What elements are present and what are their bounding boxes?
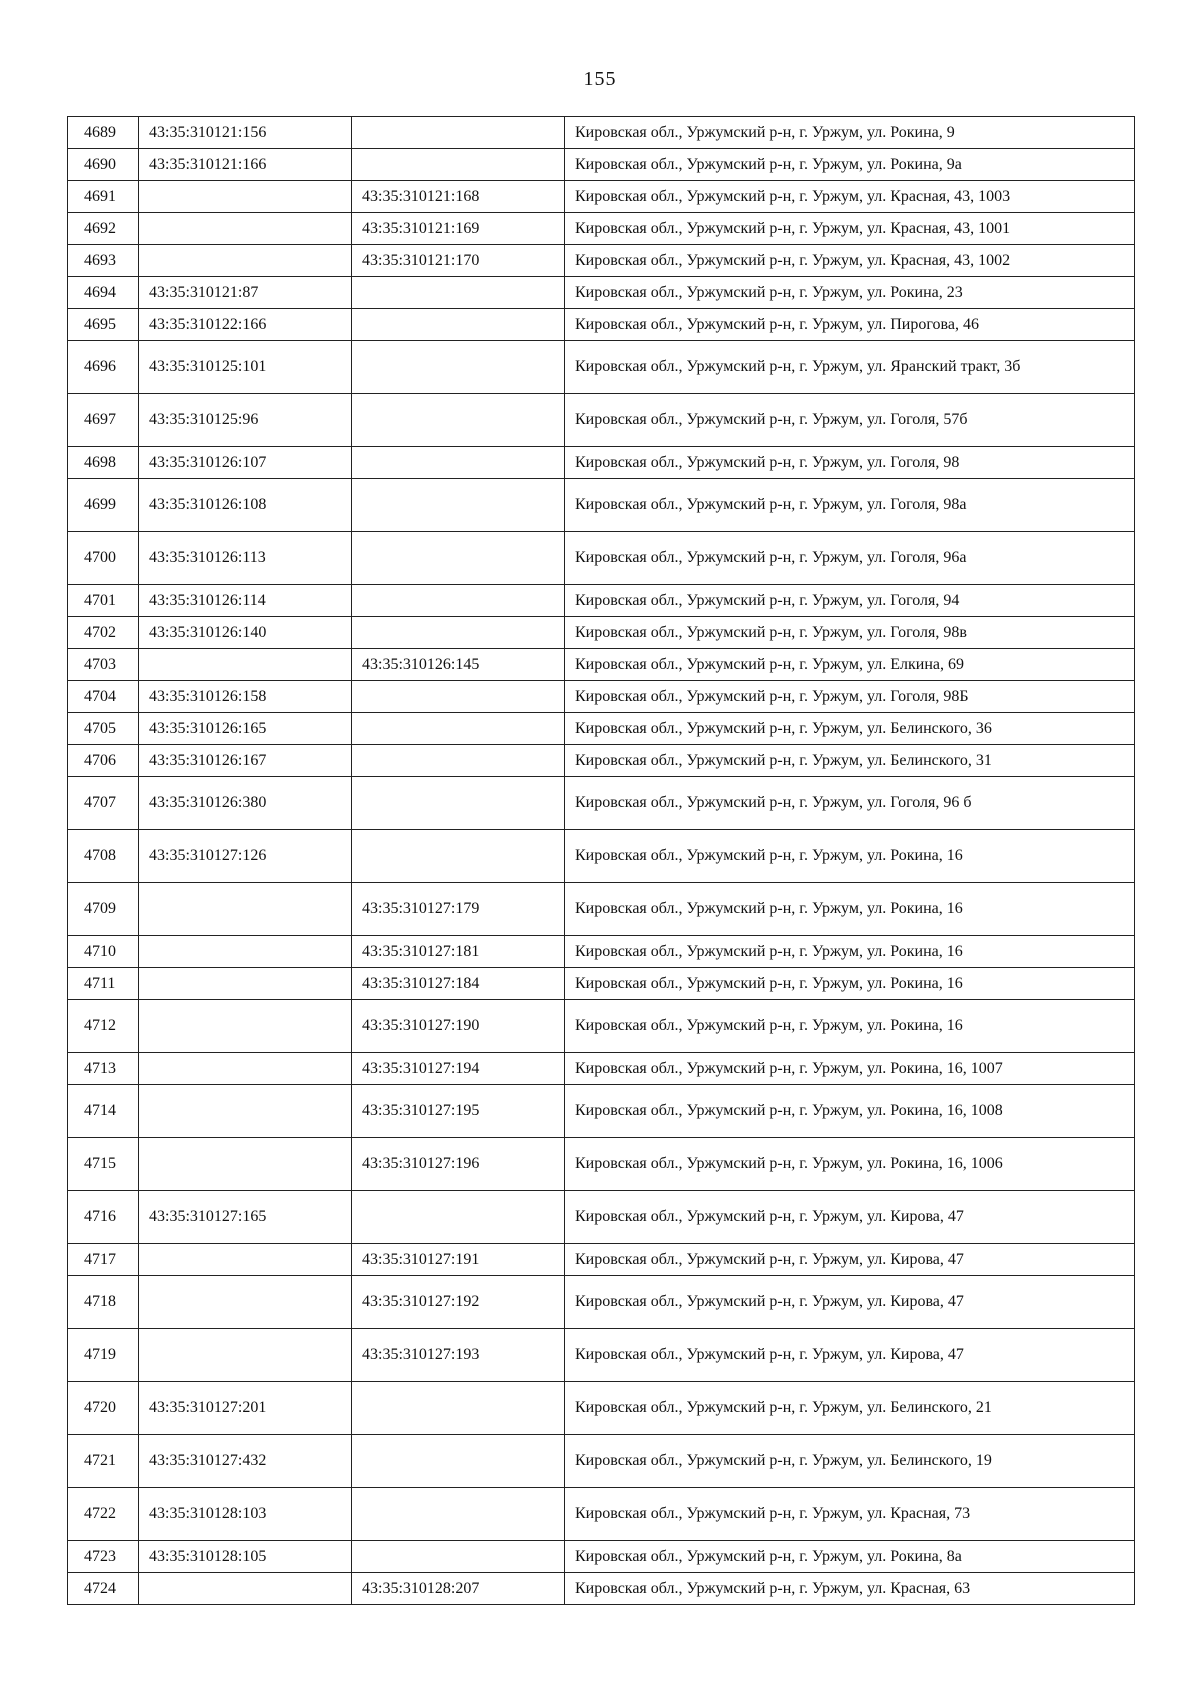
- land-cadastral-number-cell: [139, 649, 352, 681]
- table-row: [68, 245, 1135, 277]
- building-cadastral-number-cell: [352, 713, 565, 745]
- address-cell: Кировская обл., Уржумский р-н, г. Уржум, ул. Кирова, 47: [565, 1244, 1135, 1276]
- table-row: [68, 447, 1135, 479]
- row-number-cell: 4712: [68, 1000, 139, 1053]
- table-row: [68, 745, 1135, 777]
- land-cadastral-number-cell: 43:35:310121:156: [139, 117, 352, 149]
- row-number-cell: 4694: [68, 277, 139, 309]
- row-number-cell: 4708: [68, 830, 139, 883]
- table-row: [68, 713, 1135, 745]
- building-cadastral-number-cell: [352, 777, 565, 830]
- building-cadastral-number-cell: 43:35:310121:170: [352, 245, 565, 277]
- row-number-cell: 4711: [68, 968, 139, 1000]
- land-cadastral-number-cell: [139, 245, 352, 277]
- row-number-cell: 4714: [68, 1085, 139, 1138]
- address-cell: Кировская обл., Уржумский р-н, г. Уржум, ул. Кирова, 47: [565, 1276, 1135, 1329]
- address-cell: Кировская обл., Уржумский р-н, г. Уржум, ул. Белинского, 31: [565, 745, 1135, 777]
- registry-table-body: [68, 117, 1135, 1605]
- address-cell: Кировская обл., Уржумский р-н, г. Уржум, ул. Гоголя, 98Б: [565, 681, 1135, 713]
- address-cell: Кировская обл., Уржумский р-н, г. Уржум, ул. Гоголя, 94: [565, 585, 1135, 617]
- row-number-cell: 4706: [68, 745, 139, 777]
- table-row: [68, 532, 1135, 585]
- building-cadastral-number-cell: [352, 532, 565, 585]
- address-cell: Кировская обл., Уржумский р-н, г. Уржум, ул. Гоголя, 57б: [565, 394, 1135, 447]
- land-cadastral-number-cell: 43:35:310125:101: [139, 341, 352, 394]
- row-number-cell: 4707: [68, 777, 139, 830]
- address-cell: Кировская обл., Уржумский р-н, г. Уржум, ул. Рокина, 16: [565, 830, 1135, 883]
- building-cadastral-number-cell: [352, 1191, 565, 1244]
- address-cell: Кировская обл., Уржумский р-н, г. Уржум, ул. Рокина, 8а: [565, 1541, 1135, 1573]
- table-row: [68, 617, 1135, 649]
- table-row: [68, 277, 1135, 309]
- table-row: [68, 181, 1135, 213]
- address-cell: Кировская обл., Уржумский р-н, г. Уржум, ул. Рокина, 9: [565, 117, 1135, 149]
- building-cadastral-number-cell: [352, 617, 565, 649]
- building-cadastral-number-cell: [352, 745, 565, 777]
- row-number-cell: 4713: [68, 1053, 139, 1085]
- row-number-cell: 4719: [68, 1329, 139, 1382]
- row-number-cell: 4704: [68, 681, 139, 713]
- row-number-cell: 4691: [68, 181, 139, 213]
- building-cadastral-number-cell: [352, 1435, 565, 1488]
- building-cadastral-number-cell: 43:35:310127:195: [352, 1085, 565, 1138]
- land-cadastral-number-cell: [139, 968, 352, 1000]
- address-cell: Кировская обл., Уржумский р-н, г. Уржум, ул. Рокина, 9а: [565, 149, 1135, 181]
- land-cadastral-number-cell: 43:35:310126:107: [139, 447, 352, 479]
- building-cadastral-number-cell: 43:35:310128:207: [352, 1573, 565, 1605]
- row-number-cell: 4701: [68, 585, 139, 617]
- table-row: [68, 1000, 1135, 1053]
- table-row: [68, 830, 1135, 883]
- row-number-cell: 4689: [68, 117, 139, 149]
- table-row: [68, 1435, 1135, 1488]
- address-cell: Кировская обл., Уржумский р-н, г. Уржум, ул. Рокина, 16, 1007: [565, 1053, 1135, 1085]
- row-number-cell: 4716: [68, 1191, 139, 1244]
- land-cadastral-number-cell: [139, 1573, 352, 1605]
- building-cadastral-number-cell: 43:35:310127:196: [352, 1138, 565, 1191]
- land-cadastral-number-cell: 43:35:310128:103: [139, 1488, 352, 1541]
- table-row: [68, 1541, 1135, 1573]
- land-cadastral-number-cell: 43:35:310126:114: [139, 585, 352, 617]
- land-cadastral-number-cell: 43:35:310128:105: [139, 1541, 352, 1573]
- land-cadastral-number-cell: 43:35:310126:140: [139, 617, 352, 649]
- registry-table: [67, 116, 1135, 1605]
- row-number-cell: 4697: [68, 394, 139, 447]
- table-row: [68, 1276, 1135, 1329]
- table-row: [68, 117, 1135, 149]
- table-row: [68, 585, 1135, 617]
- land-cadastral-number-cell: 43:35:310126:167: [139, 745, 352, 777]
- address-cell: Кировская обл., Уржумский р-н, г. Уржум, ул. Белинского, 36: [565, 713, 1135, 745]
- land-cadastral-number-cell: 43:35:310126:108: [139, 479, 352, 532]
- row-number-cell: 4700: [68, 532, 139, 585]
- address-cell: Кировская обл., Уржумский р-н, г. Уржум, ул. Красная, 63: [565, 1573, 1135, 1605]
- table-row: [68, 936, 1135, 968]
- row-number-cell: 4718: [68, 1276, 139, 1329]
- table-row: [68, 1488, 1135, 1541]
- building-cadastral-number-cell: [352, 117, 565, 149]
- building-cadastral-number-cell: 43:35:310127:193: [352, 1329, 565, 1382]
- building-cadastral-number-cell: [352, 479, 565, 532]
- address-cell: Кировская обл., Уржумский р-н, г. Уржум, ул. Красная, 43, 1003: [565, 181, 1135, 213]
- building-cadastral-number-cell: 43:35:310127:190: [352, 1000, 565, 1053]
- row-number-cell: 4705: [68, 713, 139, 745]
- address-cell: Кировская обл., Уржумский р-н, г. Уржум, ул. Красная, 73: [565, 1488, 1135, 1541]
- land-cadastral-number-cell: [139, 883, 352, 936]
- building-cadastral-number-cell: 43:35:310121:168: [352, 181, 565, 213]
- address-cell: Кировская обл., Уржумский р-н, г. Уржум, ул. Рокина, 16, 1008: [565, 1085, 1135, 1138]
- address-cell: Кировская обл., Уржумский р-н, г. Уржум, ул. Красная, 43, 1002: [565, 245, 1135, 277]
- building-cadastral-number-cell: [352, 681, 565, 713]
- land-cadastral-number-cell: 43:35:310125:96: [139, 394, 352, 447]
- table-row: [68, 1244, 1135, 1276]
- table-row: [68, 213, 1135, 245]
- building-cadastral-number-cell: 43:35:310127:181: [352, 936, 565, 968]
- building-cadastral-number-cell: [352, 830, 565, 883]
- land-cadastral-number-cell: [139, 1053, 352, 1085]
- page-number: 155: [583, 68, 617, 90]
- row-number-cell: 4698: [68, 447, 139, 479]
- building-cadastral-number-cell: 43:35:310127:192: [352, 1276, 565, 1329]
- address-cell: Кировская обл., Уржумский р-н, г. Уржум, ул. Рокина, 16, 1006: [565, 1138, 1135, 1191]
- table-row: [68, 1053, 1135, 1085]
- table-row: [68, 309, 1135, 341]
- land-cadastral-number-cell: 43:35:310122:166: [139, 309, 352, 341]
- table-row: [68, 1085, 1135, 1138]
- table-row: [68, 394, 1135, 447]
- land-cadastral-number-cell: 43:35:310127:165: [139, 1191, 352, 1244]
- building-cadastral-number-cell: [352, 585, 565, 617]
- address-cell: Кировская обл., Уржумский р-н, г. Уржум, ул. Рокина, 16: [565, 883, 1135, 936]
- address-cell: Кировская обл., Уржумский р-н, г. Уржум, ул. Яранский тракт, 3б: [565, 341, 1135, 394]
- row-number-cell: 4703: [68, 649, 139, 681]
- row-number-cell: 4710: [68, 936, 139, 968]
- table-row: [68, 1138, 1135, 1191]
- row-number-cell: 4724: [68, 1573, 139, 1605]
- building-cadastral-number-cell: 43:35:310127:191: [352, 1244, 565, 1276]
- building-cadastral-number-cell: [352, 309, 565, 341]
- row-number-cell: 4702: [68, 617, 139, 649]
- address-cell: Кировская обл., Уржумский р-н, г. Уржум, ул. Рокина, 16: [565, 1000, 1135, 1053]
- table-row: [68, 883, 1135, 936]
- building-cadastral-number-cell: [352, 1541, 565, 1573]
- land-cadastral-number-cell: [139, 1329, 352, 1382]
- address-cell: Кировская обл., Уржумский р-н, г. Уржум, ул. Гоголя, 98а: [565, 479, 1135, 532]
- land-cadastral-number-cell: [139, 181, 352, 213]
- address-cell: Кировская обл., Уржумский р-н, г. Уржум, ул. Белинского, 19: [565, 1435, 1135, 1488]
- land-cadastral-number-cell: [139, 1276, 352, 1329]
- table-row: [68, 1573, 1135, 1605]
- row-number-cell: 4723: [68, 1541, 139, 1573]
- address-cell: Кировская обл., Уржумский р-н, г. Уржум, ул. Кирова, 47: [565, 1329, 1135, 1382]
- table-row: [68, 968, 1135, 1000]
- address-cell: Кировская обл., Уржумский р-н, г. Уржум, ул. Гоголя, 96 б: [565, 777, 1135, 830]
- building-cadastral-number-cell: [352, 149, 565, 181]
- address-cell: Кировская обл., Уржумский р-н, г. Уржум, ул. Белинского, 21: [565, 1382, 1135, 1435]
- land-cadastral-number-cell: [139, 1000, 352, 1053]
- land-cadastral-number-cell: 43:35:310126:380: [139, 777, 352, 830]
- land-cadastral-number-cell: 43:35:310126:158: [139, 681, 352, 713]
- land-cadastral-number-cell: [139, 213, 352, 245]
- address-cell: Кировская обл., Уржумский р-н, г. Уржум, ул. Гоголя, 98: [565, 447, 1135, 479]
- row-number-cell: 4695: [68, 309, 139, 341]
- row-number-cell: 4709: [68, 883, 139, 936]
- building-cadastral-number-cell: [352, 1382, 565, 1435]
- table-row: [68, 479, 1135, 532]
- table-row: [68, 681, 1135, 713]
- building-cadastral-number-cell: [352, 277, 565, 309]
- row-number-cell: 4721: [68, 1435, 139, 1488]
- building-cadastral-number-cell: 43:35:310127:194: [352, 1053, 565, 1085]
- land-cadastral-number-cell: 43:35:310127:201: [139, 1382, 352, 1435]
- row-number-cell: 4715: [68, 1138, 139, 1191]
- land-cadastral-number-cell: 43:35:310127:126: [139, 830, 352, 883]
- land-cadastral-number-cell: 43:35:310126:165: [139, 713, 352, 745]
- table-row: [68, 777, 1135, 830]
- row-number-cell: 4717: [68, 1244, 139, 1276]
- table-row: [68, 1191, 1135, 1244]
- table-row: [68, 341, 1135, 394]
- land-cadastral-number-cell: 43:35:310126:113: [139, 532, 352, 585]
- table-row: [68, 149, 1135, 181]
- row-number-cell: 4720: [68, 1382, 139, 1435]
- address-cell: Кировская обл., Уржумский р-н, г. Уржум, ул. Рокина, 16: [565, 936, 1135, 968]
- address-cell: Кировская обл., Уржумский р-н, г. Уржум, ул. Пирогова, 46: [565, 309, 1135, 341]
- land-cadastral-number-cell: 43:35:310121:87: [139, 277, 352, 309]
- row-number-cell: 4696: [68, 341, 139, 394]
- address-cell: Кировская обл., Уржумский р-н, г. Уржум, ул. Елкина, 69: [565, 649, 1135, 681]
- land-cadastral-number-cell: [139, 936, 352, 968]
- row-number-cell: 4690: [68, 149, 139, 181]
- land-cadastral-number-cell: 43:35:310121:166: [139, 149, 352, 181]
- building-cadastral-number-cell: [352, 394, 565, 447]
- address-cell: Кировская обл., Уржумский р-н, г. Уржум, ул. Рокина, 23: [565, 277, 1135, 309]
- row-number-cell: 4693: [68, 245, 139, 277]
- address-cell: Кировская обл., Уржумский р-н, г. Уржум, ул. Гоголя, 98в: [565, 617, 1135, 649]
- address-cell: Кировская обл., Уржумский р-н, г. Уржум, ул. Гоголя, 96а: [565, 532, 1135, 585]
- building-cadastral-number-cell: [352, 1488, 565, 1541]
- address-cell: Кировская обл., Уржумский р-н, г. Уржум, ул. Красная, 43, 1001: [565, 213, 1135, 245]
- address-cell: Кировская обл., Уржумский р-н, г. Уржум, ул. Кирова, 47: [565, 1191, 1135, 1244]
- table-row: [68, 649, 1135, 681]
- land-cadastral-number-cell: [139, 1138, 352, 1191]
- row-number-cell: 4699: [68, 479, 139, 532]
- building-cadastral-number-cell: 43:35:310127:184: [352, 968, 565, 1000]
- table-row: [68, 1382, 1135, 1435]
- row-number-cell: 4692: [68, 213, 139, 245]
- building-cadastral-number-cell: [352, 447, 565, 479]
- land-cadastral-number-cell: [139, 1085, 352, 1138]
- building-cadastral-number-cell: 43:35:310126:145: [352, 649, 565, 681]
- building-cadastral-number-cell: 43:35:310127:179: [352, 883, 565, 936]
- building-cadastral-number-cell: 43:35:310121:169: [352, 213, 565, 245]
- address-cell: Кировская обл., Уржумский р-н, г. Уржум, ул. Рокина, 16: [565, 968, 1135, 1000]
- land-cadastral-number-cell: [139, 1244, 352, 1276]
- land-cadastral-number-cell: 43:35:310127:432: [139, 1435, 352, 1488]
- building-cadastral-number-cell: [352, 341, 565, 394]
- row-number-cell: 4722: [68, 1488, 139, 1541]
- table-row: [68, 1329, 1135, 1382]
